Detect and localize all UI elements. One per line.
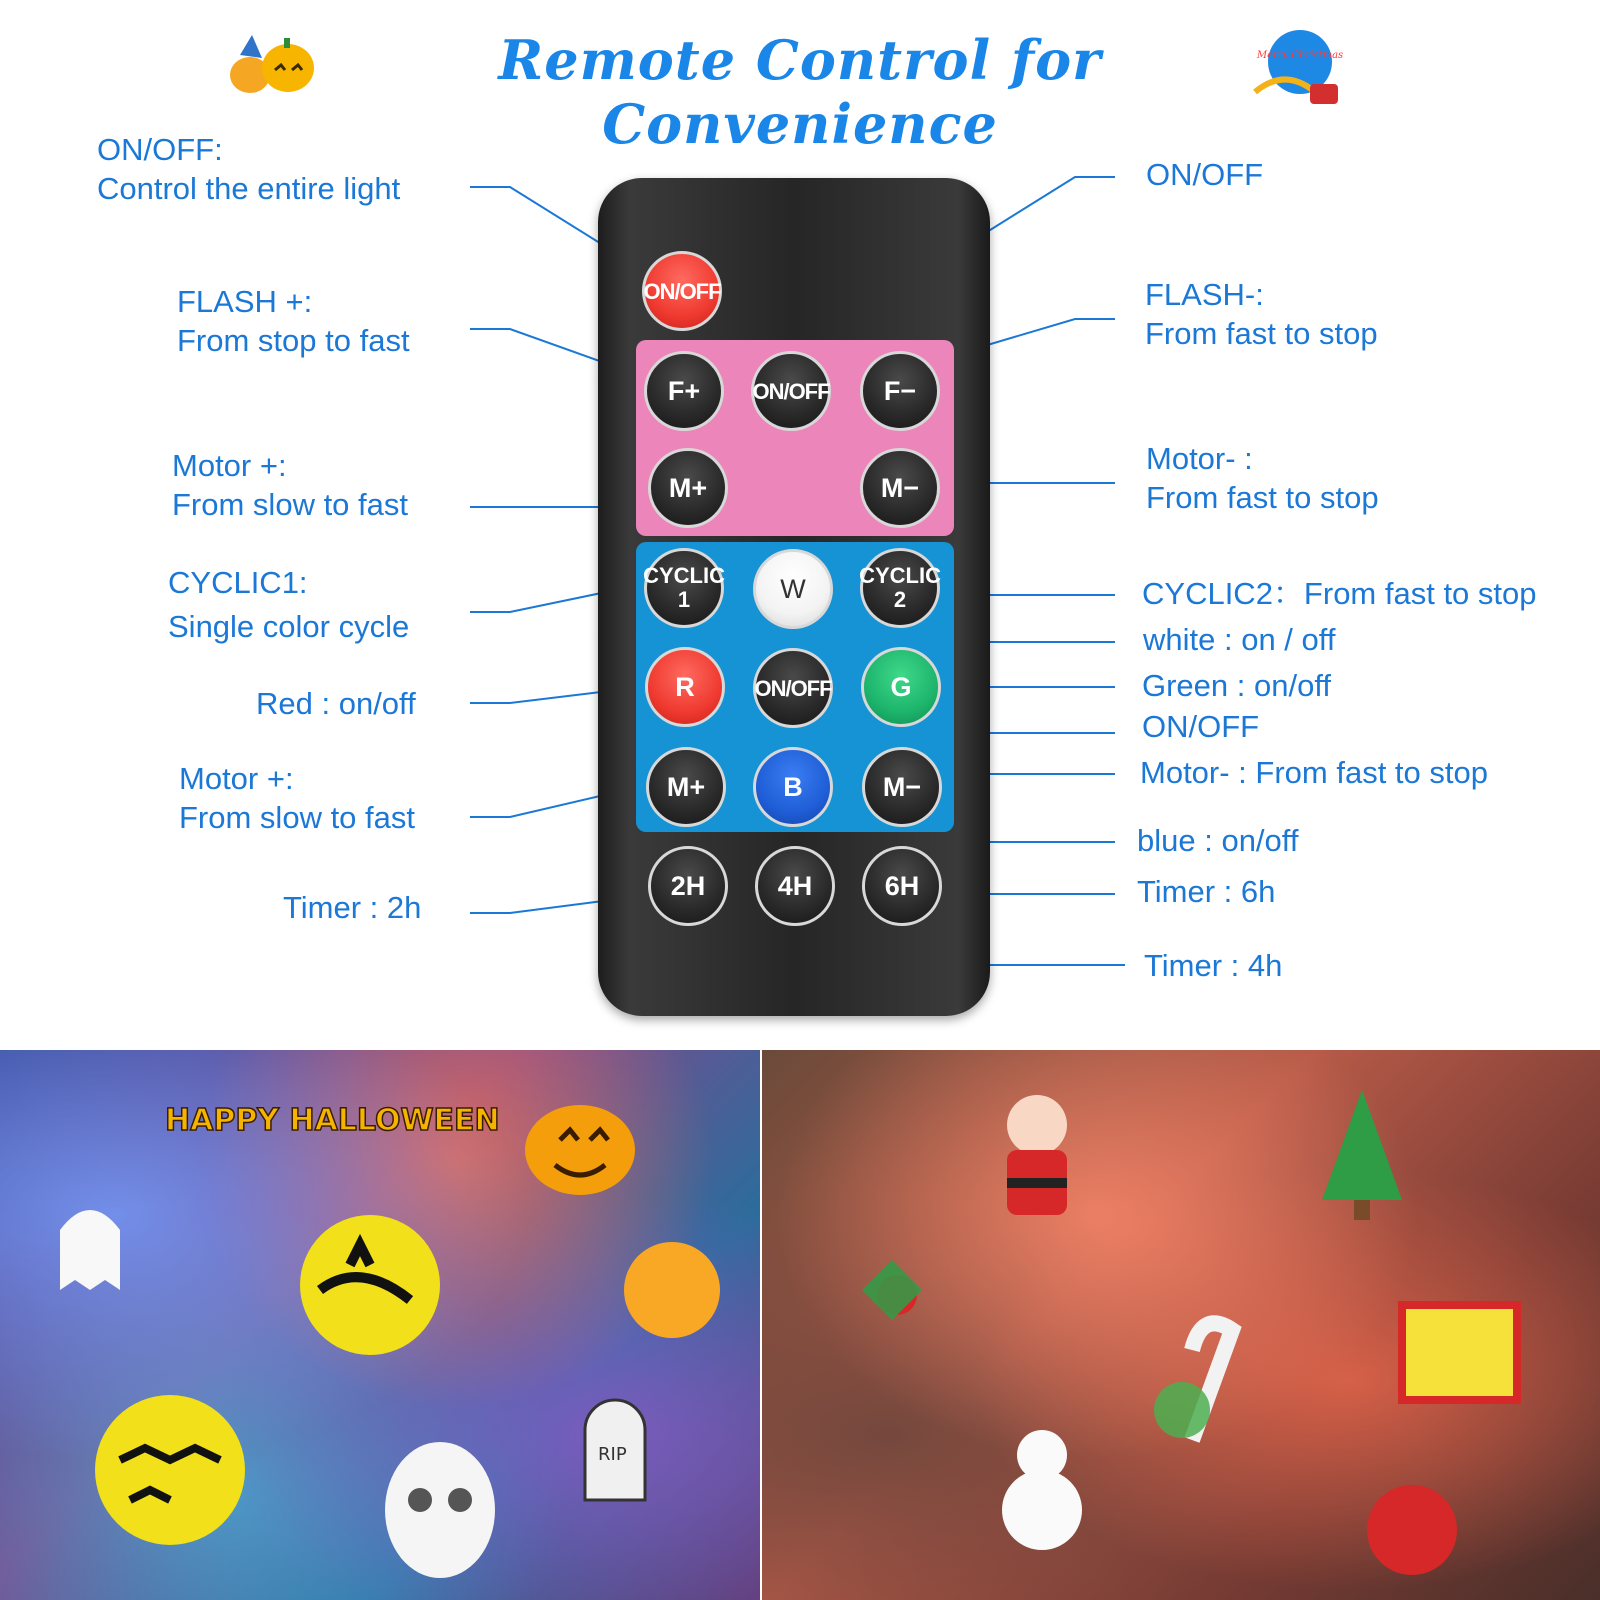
header-title: Remote Control for Convenience: [498, 28, 1102, 156]
pumpkin-icon: [525, 1105, 635, 1195]
white-button[interactable]: W: [753, 549, 833, 629]
ornament-icon: [1367, 1485, 1457, 1575]
label-cyclic2: CYCLIC2：From fast to stop: [1142, 576, 1537, 611]
timer-4h-button[interactable]: 4H: [755, 846, 835, 926]
halloween-projection-photo: [0, 1050, 760, 1600]
christmas-tree-icon: [1322, 1090, 1402, 1200]
label-timer-6h: Timer : 6h: [1137, 874, 1276, 909]
christmas-motifs: [762, 1050, 1600, 1600]
label-timer-4h: Timer : 4h: [1144, 948, 1283, 983]
snowman-icon: [1002, 1470, 1082, 1550]
skull-icon: [385, 1442, 495, 1578]
cyclic1-button[interactable]: CYCLIC 1: [644, 548, 724, 628]
green-button[interactable]: G: [861, 647, 941, 727]
motor-minus-blue-button[interactable]: M−: [862, 747, 942, 827]
onoff-pink-button[interactable]: ON/OFF: [751, 351, 831, 431]
label-blue: blue : on/off: [1137, 823, 1299, 858]
svg-text:RIP: RIP: [598, 1444, 627, 1465]
flash-plus-button[interactable]: F+: [644, 351, 724, 431]
flash-minus-button[interactable]: F−: [860, 351, 940, 431]
ghost-icon: [60, 1210, 120, 1290]
label-motor-minus-bottom: Motor- : From fast to stop: [1140, 755, 1488, 790]
label-onoff-blue: ON/OFF: [1142, 709, 1260, 744]
gift-icon: [1402, 1305, 1517, 1400]
santa-icon: [1007, 1095, 1067, 1155]
cyclic2-button[interactable]: CYCLIC 2: [860, 548, 940, 628]
onoff-blue-button[interactable]: ON/OFF: [753, 648, 833, 728]
christmas-projection-photo: [762, 1050, 1600, 1600]
timer-2h-button[interactable]: 2H: [648, 846, 728, 926]
label-flash-plus: FLASH +: From stop to fast: [177, 284, 410, 358]
blue-button[interactable]: B: [753, 747, 833, 827]
label-onoff-pink: ON/OFF: [1146, 157, 1264, 192]
power-button[interactable]: ON/OFF: [642, 251, 722, 331]
label-power: ON/OFF: Control the entire light: [97, 132, 401, 206]
label-timer-2h: Timer : 2h: [283, 890, 422, 925]
label-motor-minus-top: Motor- : From fast to stop: [1146, 441, 1379, 515]
label-motor-plus-top: Motor +: From slow to fast: [172, 448, 408, 522]
svg-text:Merry Christmas: Merry Christmas: [1256, 50, 1344, 61]
motor-plus-blue-button[interactable]: M+: [646, 747, 726, 827]
jack-o-lantern-icon: [624, 1242, 720, 1338]
label-flash-minus: FLASH-: From fast to stop: [1145, 277, 1378, 351]
red-button[interactable]: R: [645, 647, 725, 727]
motor-minus-pink-button[interactable]: M−: [860, 448, 940, 528]
timer-6h-button[interactable]: 6H: [862, 846, 942, 926]
label-motor-plus-bottom: Motor +: From slow to fast: [179, 761, 415, 835]
label-red: Red : on/off: [256, 686, 416, 721]
bat-moon-icon: [95, 1395, 245, 1545]
label-white: white : on / off: [1143, 622, 1336, 657]
label-cyclic1: CYCLIC1: Single color cycle: [168, 565, 410, 644]
halloween-motifs: [0, 1050, 760, 1600]
christmas-badge-icon: [1240, 22, 1350, 117]
happy-halloween-sign: HAPPY HALLOWEEN: [165, 1103, 500, 1138]
pumpkin-icon: [220, 30, 320, 100]
label-green: Green : on/off: [1142, 668, 1331, 703]
motor-plus-pink-button[interactable]: M+: [648, 448, 728, 528]
snowflake-icon: [1154, 1382, 1210, 1438]
